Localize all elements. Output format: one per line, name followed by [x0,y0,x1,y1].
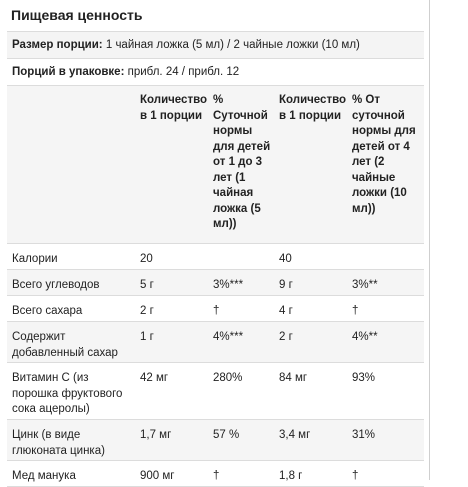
daily-value-2: 3%** [347,270,424,296]
daily-value-1 [208,244,274,270]
amount-2: 84 мг [274,363,347,420]
amount-2: 9 г [274,270,347,296]
header-amount-2: Количество в 1 порции [274,86,347,244]
amount-1: 5 г [135,270,208,296]
amount-1: 2 г [135,296,208,322]
amount-1: 900 мг [135,461,208,487]
table-row [7,322,424,363]
nutrient-name: Калории [7,244,135,270]
nutrient-name: Содержит добавленный сахар [7,322,135,363]
daily-value-2: † [347,461,424,487]
servings-per-container-cell [7,59,424,86]
nutrient-name: Цинк (в виде глюконата цинка) [7,420,135,461]
servings-per-container-value: прибл. 24 / прибл. 12 [124,66,240,78]
table-row [7,363,424,420]
table-row [7,461,424,487]
amount-1: 20 [135,244,208,270]
amount-2: 40 [274,244,347,270]
serving-size-value: 1 чайная ложка (5 мл) / 2 чайные ложки (10 мл) [102,39,360,51]
daily-value-2: 93% [347,363,424,420]
daily-value-2: † [347,296,424,322]
amount-1: 1 г [135,322,208,363]
serving-size-cell [7,32,424,59]
header-dv-1: % Суточной нормы для детей от 1 до 3 лет (1 чайная ложка (5 мл)) [208,86,274,244]
daily-value-2: 31% [347,420,424,461]
table-row [7,244,424,270]
daily-value-2 [347,244,424,270]
table-row [7,296,424,322]
daily-value-1: 57 % [208,420,274,461]
daily-value-1: 3%*** [208,270,274,296]
amount-2: 1,8 г [274,461,347,487]
amount-1: 42 мг [135,363,208,420]
amount-2: 4 г [274,296,347,322]
amount-2: 3,4 мг [274,420,347,461]
page-title: Пищевая ценность [11,7,143,23]
nutrition-table [7,31,424,487]
table-row [7,270,424,296]
header-empty-cell [7,86,135,244]
daily-value-1: † [208,296,274,322]
daily-value-1: 280% [208,363,274,420]
header-amount-1: Количество в 1 порции [135,86,208,244]
header-row [7,86,424,244]
serving-size-label: Размер порции: [12,39,103,51]
nutrient-name: Мед манука [7,461,135,487]
nutrient-name: Витамин C (из порошка фруктового сока ацеролы) [7,363,135,420]
daily-value-1: 4%*** [208,322,274,363]
amount-2: 2 г [274,322,347,363]
servings-per-container-row [7,59,424,86]
daily-value-1: † [208,461,274,487]
header-dv-2: % От суточной нормы для детей от 4 лет (2 чайные ложки (10 мл)) [347,86,424,244]
nutrient-name: Всего сахара [7,296,135,322]
table-row [7,420,424,461]
daily-value-2: 4%** [347,322,424,363]
serving-size-row [7,32,424,59]
amount-1: 1,7 мг [135,420,208,461]
servings-per-container-label: Порций в упаковке: [12,66,125,78]
nutrient-name: Всего углеводов [7,270,135,296]
